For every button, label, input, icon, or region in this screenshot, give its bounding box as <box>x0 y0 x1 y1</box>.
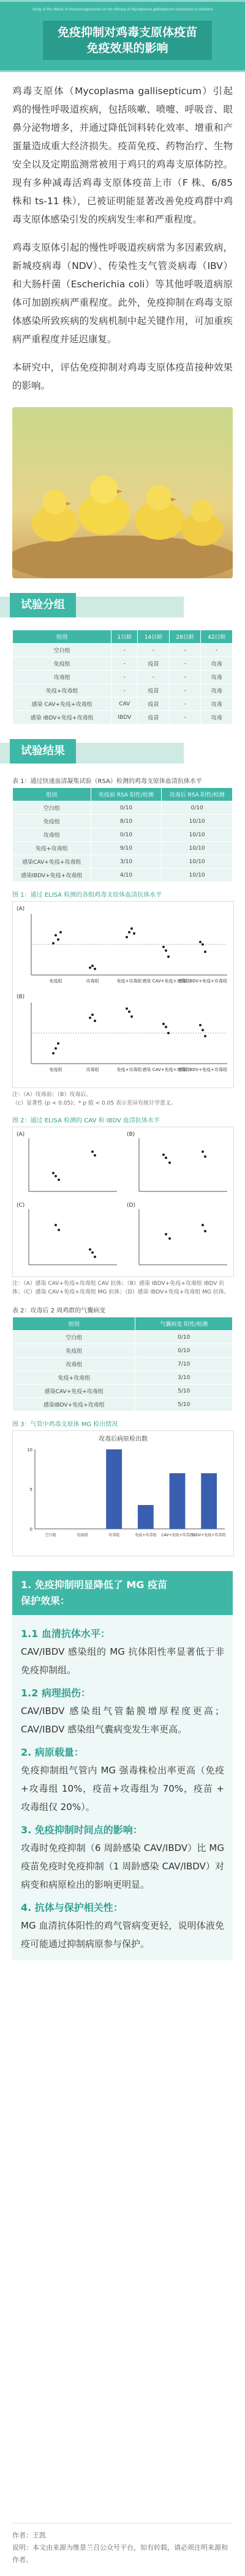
fig1-note: 注：（A）攻毒前；（B）攻毒后。 （c）显著性 (p < 0.05)；* p 值 < 0.05 表示差异有统计学意义。 <box>12 1092 176 1106</box>
table-header: 28日龄 <box>169 630 201 644</box>
footer <box>12 2523 233 2566</box>
fig3-caption: 图 3：气管中鸡毒支原体 MG 检出情况 <box>12 1421 118 1428</box>
table-row: 攻毒组 - - - 攻毒 <box>13 671 233 684</box>
fig1-group-label: 攻毒组 <box>86 979 99 984</box>
fig2-scatter-plots <box>12 1127 234 1277</box>
author-line: 作者：王凯 <box>12 2531 46 2539</box>
table-header-row <box>13 788 233 801</box>
panel-a-points <box>52 927 206 970</box>
svg-text:(A): (A) <box>17 1132 25 1138</box>
design-table <box>12 630 233 724</box>
fig1-group-label: 感染 IBDV+免疫+攻毒组 <box>178 979 227 984</box>
table-row: 免疫组 - 疫苗 - 攻毒 <box>13 657 233 671</box>
table-row: 免疫组 8/10 10/10 <box>13 815 233 828</box>
table-row: 空白组 0/10 0/10 <box>13 801 233 815</box>
subheading-load: 2. 病原载量： <box>21 1746 84 1758</box>
table-header: 组别 <box>13 1317 135 1331</box>
x-tick-label: 免疫组 <box>77 1533 88 1537</box>
table-row: 空白组 - - - - <box>13 644 233 657</box>
bar <box>170 1473 186 1529</box>
chicks-photo <box>12 407 233 578</box>
title-line-1: 免疫抑制对鸡毒支原体疫苗 <box>57 26 197 39</box>
fig1-svg <box>13 902 233 1085</box>
fig1-group-label: 免疫组 <box>49 979 62 984</box>
x-tick-label: 攻毒组 <box>108 1533 120 1537</box>
table-header: 攻毒后 RSA 阳性/检测 <box>162 788 233 801</box>
rsa-table <box>12 787 233 882</box>
table-header: 1日龄 <box>111 630 138 644</box>
x-tick-label: 空白组 <box>45 1533 56 1537</box>
fig1-scatter-plots <box>12 901 234 1088</box>
fig1-group-label: 攻毒组 <box>86 1067 99 1072</box>
title-line-2: 免疫效果的影响 <box>86 42 168 55</box>
fig2-svg <box>13 1127 233 1274</box>
table-row: 攻毒组 0/10 10/10 <box>13 828 233 842</box>
table-header: 14日龄 <box>138 630 170 644</box>
table-header: 气囊病变 阳性/检测 <box>135 1317 233 1331</box>
fig1-group-label: 感染 CAV+免疫+攻毒组 <box>142 1067 190 1072</box>
fig2-note: 注：（A）感染 CAV+免疫+攻毒组 CAV 抗体；（B）感染 IBDV+免疫+攻毒组 IBDV 抗体；（C）感染 CAV+免疫+攻毒组 MG 抗体；（D）感染 IBDV+免疫+攻毒组 MG 抗体。 <box>12 1281 230 1295</box>
svg-text:(C): (C) <box>17 1202 25 1209</box>
section-heading-results: 试验结果 <box>0 739 245 767</box>
x-tick-label: IBDV+免疫+攻毒组 <box>192 1533 226 1537</box>
subheading-timing: 3. 免疫抑制时间点的影响： <box>21 1824 143 1836</box>
table1-caption: 表 1：通过快速血清凝集试验（RSA）检测的鸡毒支原体血清抗体水平 <box>12 778 202 785</box>
text-correlation: MG 血清抗体阳性的鸡气管病变更轻，说明体液免疫可能通过抑制病原参与保护。 <box>21 1920 224 1949</box>
page-title <box>43 21 212 60</box>
summary-heading: 1. 免疫抑制明显降低了 MG 疫苗 保护效果： <box>12 1571 233 1615</box>
fig3-bar-chart <box>12 1430 234 1556</box>
table-header: 组别 <box>13 788 91 801</box>
intro-paragraph-1: 鸡毒支原体（Mycoplasma gallisepticum）引起鸡的慢性呼吸道疾病，包括咳嗽、喷嚏、呼吸音、眼鼻分泌物增多，并通过降低饲料转化效率、增重和产蛋量造成重大经济损失。疫苗免疫、药物治疗、生物安全以及定期监测常被用于鸡只的鸡毒支原体防控。现有多种减毒活鸡毒支原体疫苗上市（F 株、6/85 株和 ts-11 株），已被证明能显著改善免疫鸡群中鸡毒支原体感染引发的疾病发生率和严重程度。 <box>12 86 233 225</box>
text-load: 免疫抑制组气管内 MG 强毒株检出率更高（免疫+攻毒组 10%，疫苗+攻毒组为 70%，疫苗 + 攻毒组仅 20%）。 <box>21 1765 224 1812</box>
fig1-group-label: 免疫+攻毒组 <box>116 1067 142 1072</box>
chicks-illustration <box>12 407 233 578</box>
panel-b-points <box>52 1007 206 1054</box>
table-row: 感染 IBDV+免疫+攻毒组 IBDV 疫苗 - 攻毒 <box>13 711 233 724</box>
panel-a-label: (A) <box>17 906 25 912</box>
subheading-antibody: 1.1 血清抗体水平： <box>21 1628 110 1639</box>
chart-title: 攻毒后病原检出数 <box>99 1436 148 1443</box>
bar-chart-svg <box>13 1431 233 1553</box>
fig2-caption: 图 2：通过 ELISA 检测的 CAV 和 IBDV 血清抗体水平 <box>12 1117 160 1124</box>
table-header: 免疫前 RSA 阳性/检测 <box>91 788 162 801</box>
subheading-correlation: 4. 抗体与保护相关性： <box>21 1902 123 1913</box>
fig1-group-label: 免疫+攻毒组 <box>116 979 142 984</box>
table-header: 42日龄 <box>201 630 233 644</box>
table-row: 免疫+攻毒组 - 疫苗 - 攻毒 <box>13 684 233 697</box>
table-row: 免疫组 0/10 <box>13 1344 233 1358</box>
table-row: 空白组 0/10 <box>13 1331 233 1344</box>
y-tick-label: 5 <box>29 1487 32 1492</box>
airsac-table <box>12 1317 233 1411</box>
table-header-row <box>13 630 233 644</box>
table-row: 感染IBDV+免疫+攻毒组 5/10 <box>13 1398 233 1411</box>
bar <box>138 1505 154 1529</box>
subheading-pathology: 1.2 病理损伤： <box>21 1687 91 1699</box>
table-row: 感染 CAV+免疫+攻毒组 CAV 疫苗 - 攻毒 <box>13 697 233 711</box>
header-banner <box>0 0 245 72</box>
text-timing: 攻毒时免疫抑制（6 周龄感染 CAV/IBDV）比 MG 疫苗免疫时免疫抑制（1 周龄感染 CAV/IBDV）对病变和病原检出的影响更明显。 <box>21 1842 224 1890</box>
fig1-caption: 图 1：通过 ELISA 检测的各组鸡毒支原体血清抗体水平 <box>12 892 162 899</box>
section-heading-design: 试验分组 <box>0 593 245 621</box>
panel-b-label: (B) <box>17 994 25 1000</box>
table-row: 感染CAV+免疫+攻毒组 3/10 10/10 <box>13 855 233 869</box>
intro-paragraph-2: 鸡毒支原体引起的慢性呼吸道疾病常为多因素致病，新城疫病毒（NDV）、传染性支气管炎病毒（IBV）和大肠杆菌（Escherichia coli）等其他呼吸道病原体可加剧疾病严重程度。此外，免疫抑制在鸡毒支原体感染所致疾病的发病机制中起关键作用，可加重疾病严重程度并延迟康复。 <box>12 242 233 345</box>
bar <box>201 1473 217 1529</box>
table-row: 感染IBDV+免疫+攻毒组 4/10 10/10 <box>13 869 233 882</box>
fig1-group-label: 免疫组 <box>49 1067 62 1072</box>
x-tick-label: 免疫+攻毒组 <box>135 1533 157 1537</box>
y-tick-label: 0 <box>29 1527 32 1532</box>
table-row: 免疫+攻毒组 9/10 10/10 <box>13 842 233 855</box>
fig1-group-label: 感染 CAV+免疫+攻毒组 <box>142 979 190 984</box>
table-header-row <box>13 1317 233 1331</box>
table-row: 攻毒组 7/10 <box>13 1358 233 1371</box>
summary-body <box>12 1615 233 1960</box>
fig1-group-label: 感染 IBDV+免疫+攻毒组 <box>178 1067 227 1072</box>
table-row: 感染CAV+免疫+攻毒组 5/10 <box>13 1385 233 1398</box>
banner-subtitle: Study of the effects of immunosuppression on the efficacy of Mycoplasma gallisepticum vaccination in chickens <box>32 8 213 12</box>
svg-text:(D): (D) <box>127 1202 135 1209</box>
bar <box>106 1449 122 1529</box>
table2-caption: 表 2：攻毒后 2 周鸡群的气囊病变 <box>12 1308 106 1314</box>
y-tick-label: 10 <box>27 1448 32 1452</box>
source-note: 说明：本文由来源为维景兰召公众号平台，如有转载，请必须注明来源和作者。 <box>12 2544 228 2564</box>
x-tick-label: CAV+免疫+攻毒组 <box>161 1533 194 1537</box>
text-pathology: CAV/IBDV 感染组气管黏膜增厚程度更高；CAV/IBDV 感染组气囊病变发生率更高。 <box>21 1706 224 1735</box>
intro-paragraph-3: 本研究中，评估免疫抑制对鸡毒支原体疫苗接种效果的影响。 <box>12 362 233 391</box>
table-header: 组别 <box>13 630 111 644</box>
svg-text:(B): (B) <box>127 1132 135 1138</box>
table-row: 免疫+攻毒组 3/10 <box>13 1371 233 1385</box>
text-antibody: CAV/IBDV 感染组的 MG 抗体阳性率显著低于非免疫抑制组。 <box>21 1646 224 1676</box>
